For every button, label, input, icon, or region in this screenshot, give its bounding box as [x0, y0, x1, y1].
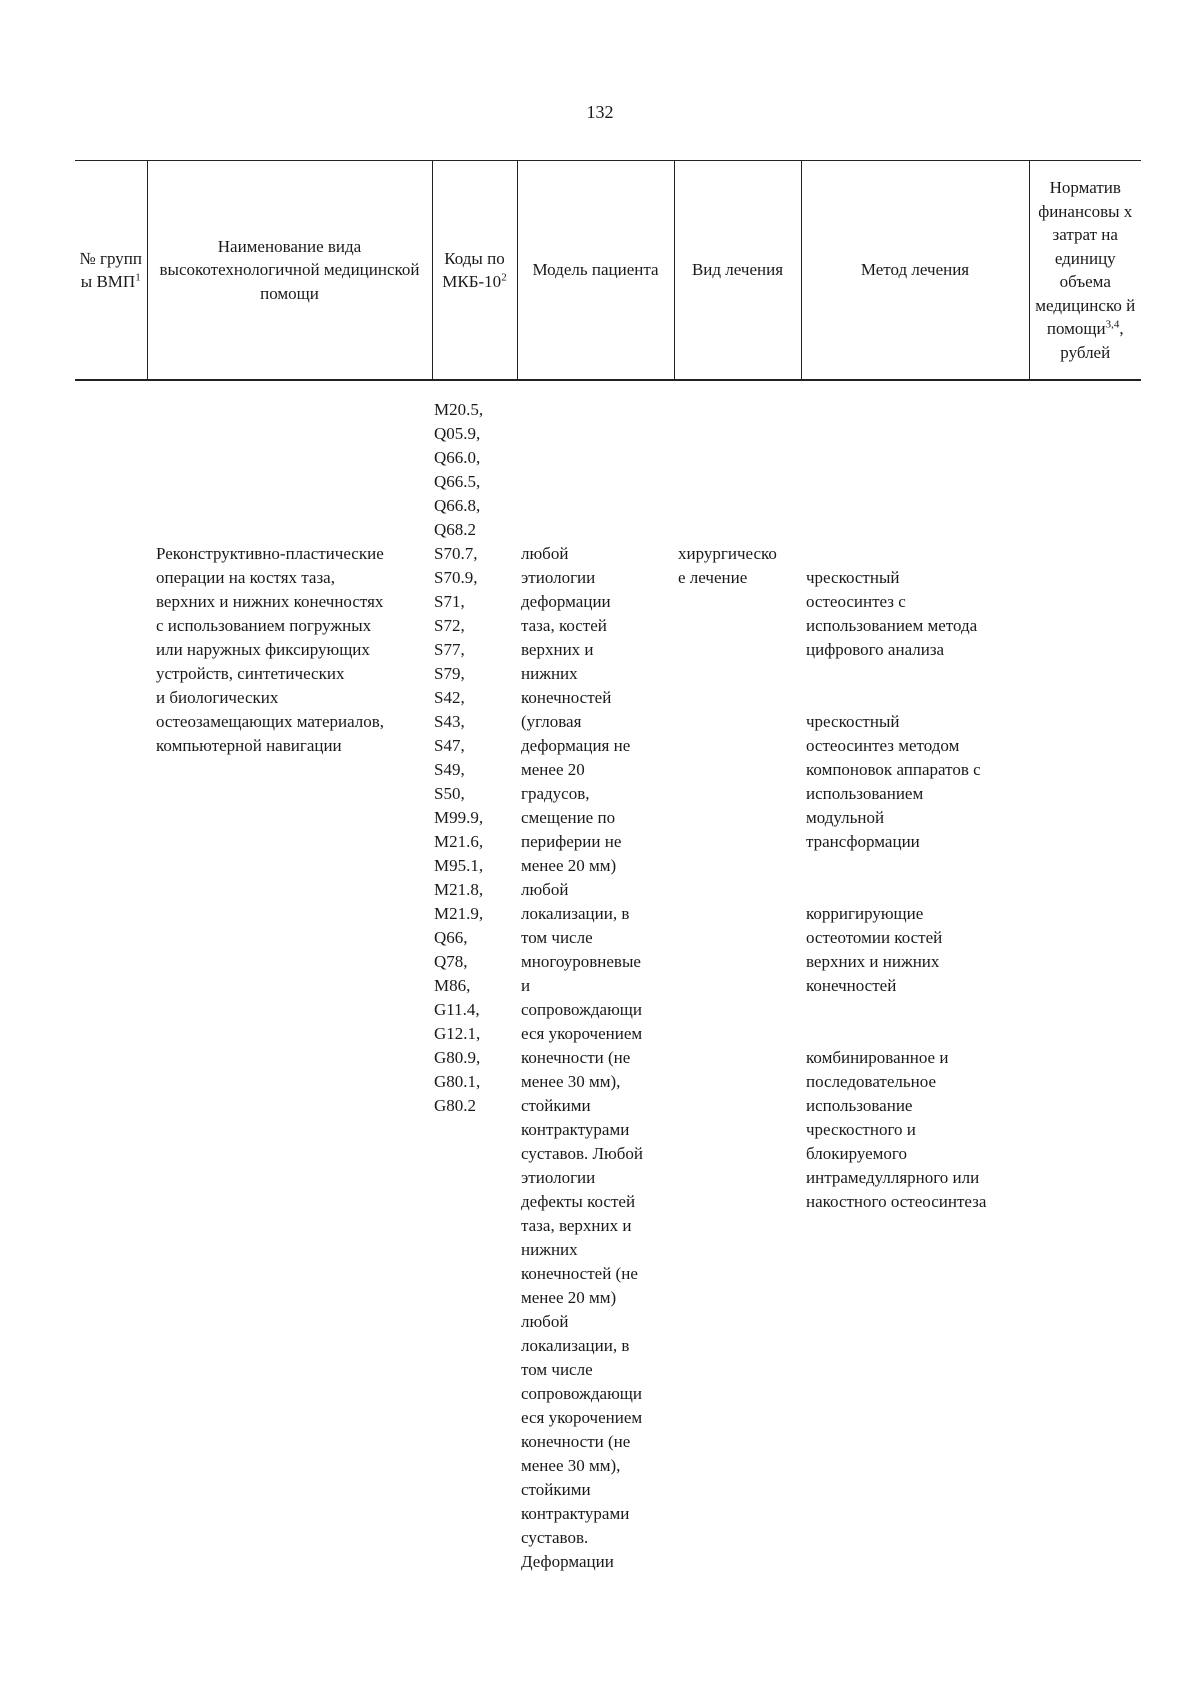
header-cost-standard: Норматив финансовы х затрат на единицу объема медицинско й помощи$^{3,4}$, рублей [1029, 161, 1141, 381]
treatment-method-item: комбинированное и последовательное использование чрескостного и блокируемого интрамедуллярного или накостного остеосинтеза [806, 1048, 987, 1211]
treatment-method-item: чрескостный остеосинтез с использованием метода цифрового анализа [806, 568, 978, 659]
header-group-number: № групп ы ВМП$^1$ [75, 161, 147, 381]
header-care-type-name: Наименование вида высокотехнологичной медицинской помощи [147, 161, 432, 381]
treatment-type: хирургическо е лечение [678, 544, 777, 587]
table-header [75, 160, 1141, 381]
icd-codes-list: M20.5, Q05.9, Q66.0, Q66.5, Q66.8, Q68.2 S70.7, S70.9, S71, S72, S77, S79, S42, S43, S47, S49, S50, M99.9, M21.6, M95.1, M21.8, M21.9, Q66, Q78, M86, G11.4, G12.1, G80.9, G80.1, G80.2 [434, 400, 484, 1115]
treatment-method-item: чрескостный остеосинтез методом компоновок аппаратов с использованием модульной трансформации [806, 712, 981, 851]
treatment-method-item: корригирующие остеотомии костей верхних и нижних конечностей [806, 904, 943, 995]
care-type-name: Реконструктивно-пластические операции на костях таза, верхних и нижних конечностях с использованием погружных или наружных фиксирующих устройств, синтетических и биологических остеозамещающих материалов, компьютерной навигации [156, 544, 385, 755]
treatment-methods [806, 542, 1046, 1262]
header-treatment-method: Метод лечения [801, 161, 1029, 381]
header-treatment-type: Вид лечения [674, 161, 801, 381]
header-patient-model: Модель пациента [517, 161, 674, 381]
page-number: 132 [586, 102, 614, 122]
header-icd-codes: Коды по МКБ-$10^2$ [432, 161, 517, 381]
patient-model: любой этиологии деформации таза, костей верхних и нижних конечностей (угловая деформация не менее 20 градусов, смещение по периферии не менее 20 мм) любой локализации, в том числе многоуровневые и сопровождающи еся укорочением конечности (не менее 30 мм), стойкими контрактурами суставов. Любой этиологии дефекты костей таза, верхних и нижних конечностей (не менее 20 мм) любой локализации, в том числе сопровождающи еся укорочением конечности (не менее 30 мм), стойкими контрактурами суставов. Деформации [521, 544, 643, 1571]
